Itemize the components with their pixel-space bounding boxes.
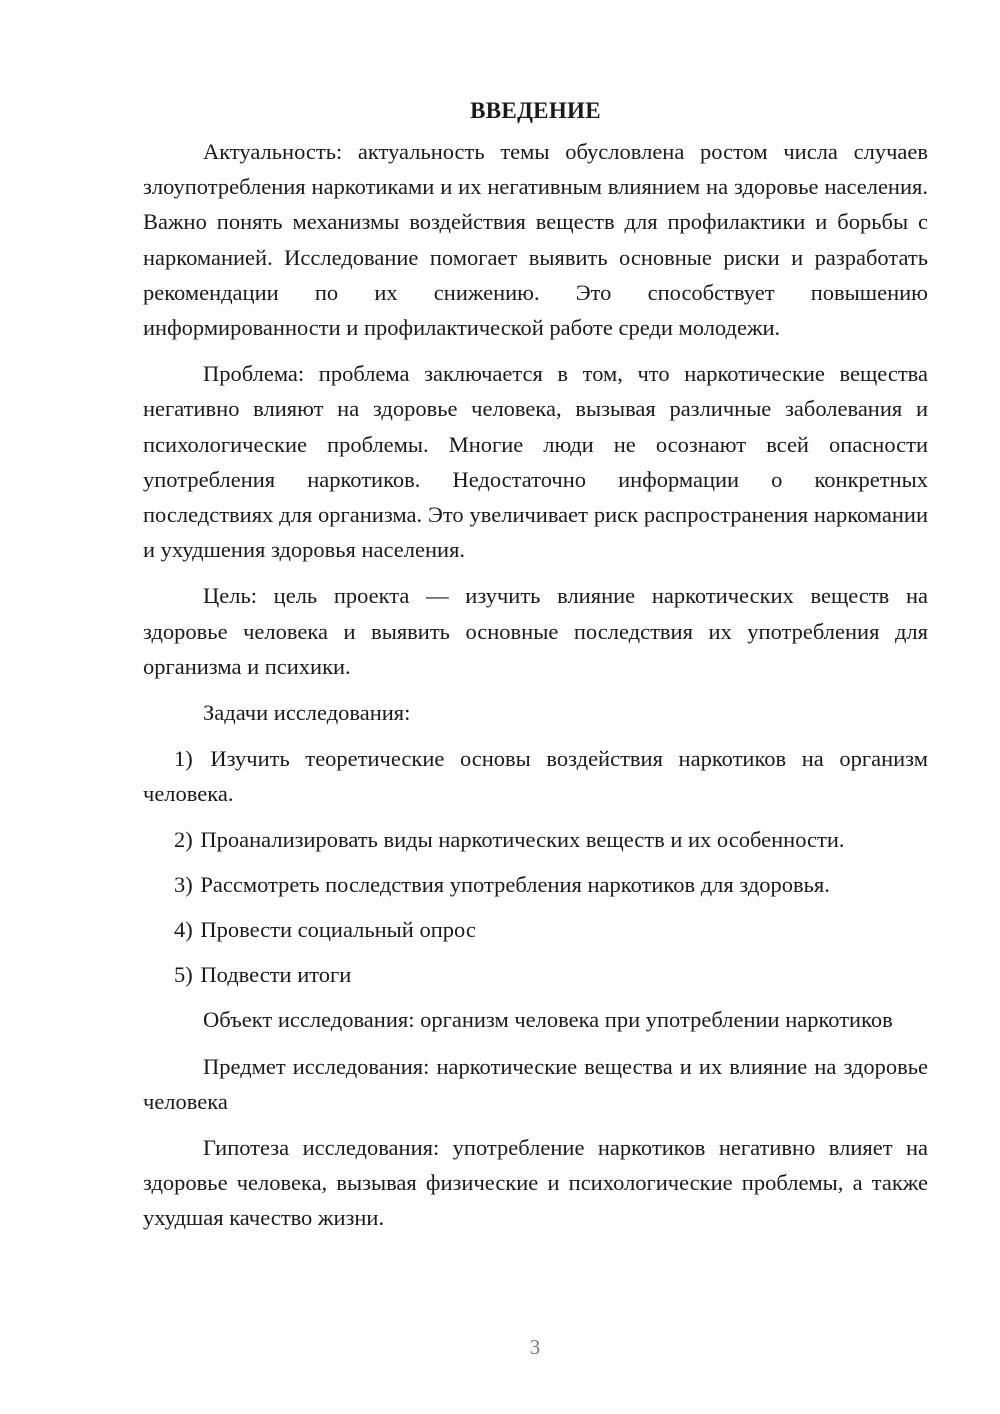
tasks-heading: Задачи исследования: xyxy=(203,700,411,726)
paragraph-hypothesis: Гипотеза исследования: употребление наркотиков негативно влияет на здоровье человека, вызывая физические и психологические проблемы, а также ухудшая качество жизни. xyxy=(143,1135,928,1231)
paragraph-problem: Проблема: проблема заключается в том, что наркотические вещества негативно влияют на здоровье человека, вызывая различные заболевания и психологические проблемы. Многие люди не осознают всей опасности употребления наркотиков. Недостаточно информации о конкретных последствиях для организма. Это увеличивает риск распространения наркомании и ухудшения здоровья населения. xyxy=(143,361,928,563)
task-text: Рассмотреть последствия употребления наркотиков для здоровья. xyxy=(200,871,830,897)
task-text: Провести социальный опрос xyxy=(200,917,476,943)
task-text: Подвести итоги xyxy=(200,962,352,988)
task-marker: 5) xyxy=(174,962,193,988)
task-marker: 4) xyxy=(174,917,193,943)
task-marker: 1) xyxy=(174,746,193,772)
paragraph-subject: Предмет исследования: наркотические вещества и их влияние на здоровье человека xyxy=(143,1053,928,1114)
document-page xyxy=(143,96,928,1247)
paragraph-relevance: Актуальность: актуальность темы обусловлена ростом числа случаев злоупотребления наркотиками и их негативным влиянием на здоровье населения. Важно понять механизмы воздействия веществ для профилактики и борьбы с наркоманией. Исследование помогает выявить основные риски и разработать рекомендации по их снижению. Это способствует повышению информированности и профилактической работе среди молодежи. xyxy=(143,139,928,341)
task-text: Изучить теоретические основы воздействия наркотиков на организм человека. xyxy=(143,746,928,807)
task-marker: 3) xyxy=(174,871,193,897)
task-item xyxy=(143,957,928,992)
task-item xyxy=(143,822,928,857)
task-list xyxy=(143,741,928,992)
section-title: ВВЕДЕНИЕ xyxy=(470,98,601,123)
task-item xyxy=(143,867,928,902)
paragraph-object: Объект исследования: организм человека при употреблении наркотиков xyxy=(203,1007,893,1033)
paragraph-goal: Цель: цель проекта — изучить влияние наркотических веществ на здоровье человека и выявить основные последствия их употребления для организма и психики. xyxy=(143,583,928,679)
task-item xyxy=(143,912,928,947)
task-marker: 2) xyxy=(174,826,193,852)
page-number: 3 xyxy=(529,1335,541,1359)
task-text: Проанализировать виды наркотических веществ и их особенности. xyxy=(200,826,845,852)
task-item xyxy=(143,741,928,811)
